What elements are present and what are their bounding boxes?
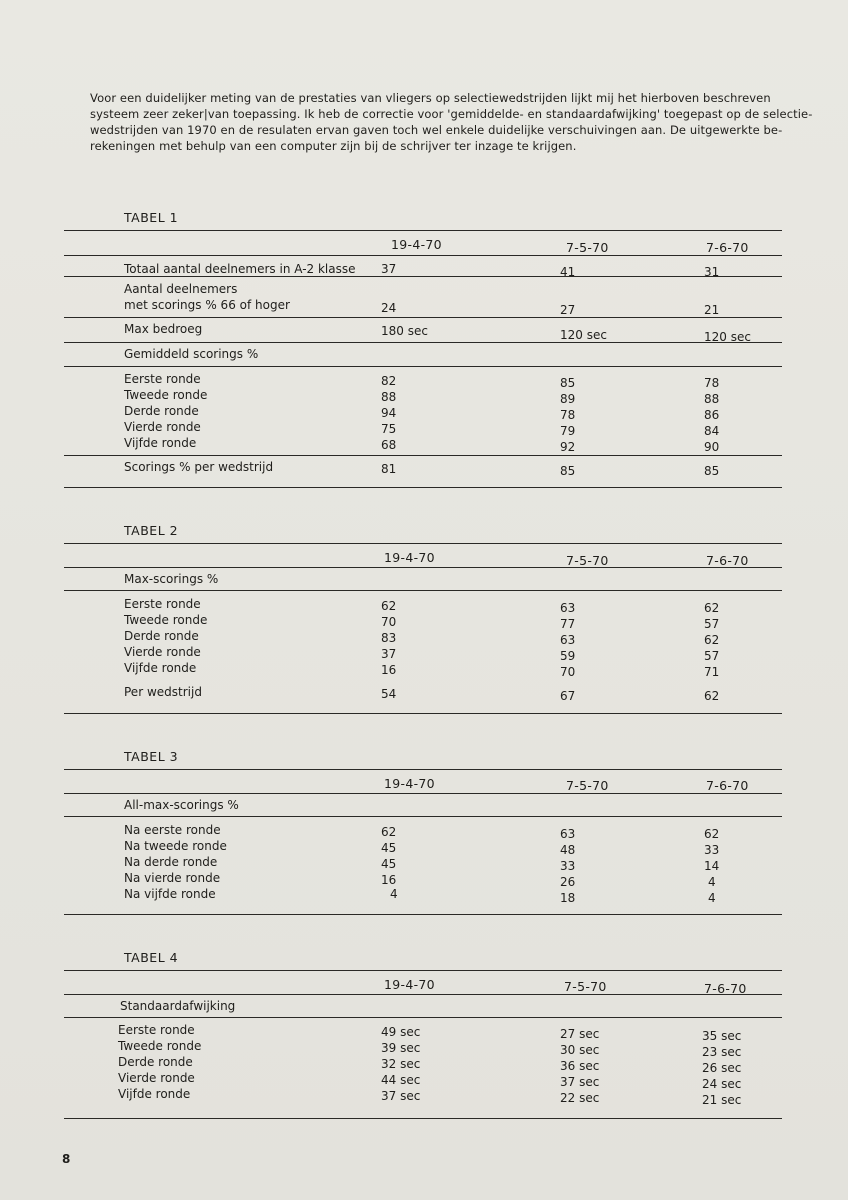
tabel1-rule	[64, 455, 782, 456]
tabel2-title: TABEL 2	[124, 523, 179, 538]
tabel3-cell: 45	[381, 841, 397, 855]
tabel3-cell: 4	[390, 887, 398, 901]
tabel4-cell: 37 sec	[560, 1075, 600, 1089]
tabel1-cell: 92	[560, 440, 576, 454]
tabel1-top-rule	[64, 230, 782, 231]
tabel3-cell: 16	[381, 873, 397, 887]
tabel2-row-label: Per wedstrijd	[124, 685, 202, 699]
tabel4-row-label: Tweede ronde	[118, 1039, 202, 1053]
tabel1-date-2: 7-5-70	[566, 240, 609, 255]
tabel4-row-label: Vierde ronde	[118, 1071, 195, 1085]
tabel3-cell: 18	[560, 891, 576, 905]
tabel1-row-label: Scorings % per wedstrijd	[124, 460, 274, 474]
tabel3-cell: 14	[704, 859, 720, 873]
tabel1-cell: 68	[381, 438, 397, 452]
tabel1-cell: 78	[704, 376, 720, 390]
tabel3-cell: 26	[560, 875, 576, 889]
tabel3-top-rule	[64, 769, 782, 770]
tabel1-row-label: Totaal aantal deelnemers in A-2 klasse	[124, 262, 356, 276]
tabel4-cell: 23 sec	[702, 1045, 742, 1059]
tabel2-cell: 57	[704, 649, 720, 663]
tabel1-title: TABEL 1	[124, 210, 179, 225]
tabel1-cell: 79	[560, 424, 576, 438]
tabel3-cell: 33	[704, 843, 720, 857]
tabel1-cell: 90	[704, 440, 720, 454]
tabel4-row-label: Eerste ronde	[118, 1023, 195, 1037]
tabel1-cell: 85	[560, 464, 576, 478]
tabel4-top-rule	[64, 970, 782, 971]
intro-paragraph	[90, 90, 813, 154]
tabel2-cell: 71	[704, 665, 720, 679]
tabel2-row-label: Eerste ronde	[124, 597, 201, 611]
tabel1-rule	[64, 342, 782, 343]
tabel4-cell: 39 sec	[381, 1041, 421, 1055]
tabel2-cell: 67	[560, 689, 576, 703]
intro-line: wedstrijden van 1970 en de resulaten ervan gaven toch wel enkele duidelijke verschuivingen aan. De uitgewerkte be-	[90, 123, 783, 137]
tabel1-cell: 120 sec	[704, 330, 751, 344]
tabel1-cell: 84	[704, 424, 720, 438]
tabel1-rule	[64, 276, 782, 277]
tabel2-cell: 83	[381, 631, 397, 645]
tabel1-row-label-line2: met scorings % 66 of hoger	[124, 298, 290, 312]
tabel1-cell: 31	[704, 265, 720, 279]
tabel2-cell: 16	[381, 663, 397, 677]
tabel1-cell: 94	[381, 406, 397, 420]
tabel3-cell: 62	[381, 825, 397, 839]
tabel4-cell: 26 sec	[702, 1061, 742, 1075]
tabel1-cell: 21	[704, 303, 720, 317]
tabel2-cell: 70	[381, 615, 397, 629]
tabel1-cell: 24	[381, 301, 397, 315]
tabel2-cell: 37	[381, 647, 397, 661]
tabel4-cell: 35 sec	[702, 1029, 742, 1043]
tabel2-row-label: Derde ronde	[124, 629, 199, 643]
tabel3-bottom-rule	[64, 914, 782, 915]
tabel1-date-1: 19-4-70	[391, 237, 442, 252]
tabel2-row-label: Tweede ronde	[124, 613, 208, 627]
tabel2-cell: 77	[560, 617, 576, 631]
tabel3-cell: 45	[381, 857, 397, 871]
tabel2-rule	[64, 567, 782, 568]
tabel1-cell: 75	[381, 422, 397, 436]
tabel4-cell: 37 sec	[381, 1089, 421, 1103]
tabel2-cell: 57	[704, 617, 720, 631]
tabel4-date-1: 19-4-70	[384, 977, 435, 992]
tabel2-date-1: 19-4-70	[384, 550, 435, 565]
tabel1-row-label: Aantal deelnemers	[124, 282, 238, 296]
tabel2-cell: 62	[704, 601, 720, 615]
tabel2-row-label: Vierde ronde	[124, 645, 201, 659]
tabel3-title: TABEL 3	[124, 749, 179, 764]
tabel2-section-label: Max-scorings %	[124, 572, 219, 586]
page-number: 8	[62, 1152, 71, 1166]
tabel1-cell: 78	[560, 408, 576, 422]
tabel1-cell: 85	[560, 376, 576, 390]
tabel2-cell: 59	[560, 649, 576, 663]
tabel4-row-label: Vijfde ronde	[118, 1087, 191, 1101]
tabel3-rule	[64, 793, 782, 794]
tabel4-date-2: 7-5-70	[564, 979, 607, 994]
tabel3-date-1: 19-4-70	[384, 776, 435, 791]
tabel2-date-3: 7-6-70	[706, 553, 749, 568]
tabel1-rule	[64, 366, 782, 367]
tabel1-cell: 89	[560, 392, 576, 406]
tabel2-cell: 63	[560, 633, 576, 647]
tabel4-row-label: Derde ronde	[118, 1055, 193, 1069]
tabel4-cell: 27 sec	[560, 1027, 600, 1041]
tabel2-row-label: Vijfde ronde	[124, 661, 197, 675]
tabel2-cell: 62	[704, 689, 720, 703]
tabel1-cell: 180 sec	[381, 324, 428, 338]
tabel2-top-rule	[64, 543, 782, 544]
tabel1-row-label: Vierde ronde	[124, 420, 201, 434]
intro-line: Voor een duidelijker meting van de prestaties van vliegers op selectiewedstrijden lijkt mij het hierboven beschreven	[90, 91, 771, 105]
tabel1-section-label: Gemiddeld scorings %	[124, 347, 259, 361]
tabel2-date-2: 7-5-70	[566, 553, 609, 568]
tabel3-cell: 4	[708, 891, 716, 905]
tabel2-rule	[64, 590, 782, 591]
tabel4-cell: 21 sec	[702, 1093, 742, 1107]
tabel1-cell: 85	[704, 464, 720, 478]
tabel1-cell: 86	[704, 408, 720, 422]
tabel4-cell: 32 sec	[381, 1057, 421, 1071]
tabel2-cell: 62	[704, 633, 720, 647]
tabel1-cell: 37	[381, 262, 397, 276]
tabel1-cell: 27	[560, 303, 576, 317]
intro-line: systeem zeer zeker|van toepassing. Ik heb de correctie voor 'gemiddelde- en standaardafwijking' toegepast op de selectie-	[90, 107, 813, 121]
tabel2-bottom-rule	[64, 713, 782, 714]
tabel1-row-label: Eerste ronde	[124, 372, 201, 386]
tabel3-cell: 63	[560, 827, 576, 841]
tabel1-cell: 82	[381, 374, 397, 388]
tabel1-rule	[64, 317, 782, 318]
tabel3-cell: 48	[560, 843, 576, 857]
tabel3-cell: 4	[708, 875, 716, 889]
tabel4-cell: 44 sec	[381, 1073, 421, 1087]
tabel3-row-label: Na tweede ronde	[124, 839, 227, 853]
tabel4-cell: 22 sec	[560, 1091, 600, 1105]
tabel3-rule	[64, 816, 782, 817]
tabel4-title: TABEL 4	[124, 950, 179, 965]
tabel4-cell: 30 sec	[560, 1043, 600, 1057]
tabel1-cell: 120 sec	[560, 328, 607, 342]
intro-line: rekeningen met behulp van een computer zijn bij de schrijver ter inzage te krijgen.	[90, 139, 577, 153]
tabel3-row-label: Na vierde ronde	[124, 871, 221, 885]
tabel3-row-label: Na derde ronde	[124, 855, 218, 869]
tabel1-row-label: Tweede ronde	[124, 388, 208, 402]
tabel4-rule	[64, 994, 782, 995]
tabel2-cell: 70	[560, 665, 576, 679]
tabel4-section-label: Standaardafwijking	[120, 999, 236, 1013]
tabel1-cell: 88	[704, 392, 720, 406]
tabel1-bottom-rule	[64, 487, 782, 488]
tabel3-cell: 33	[560, 859, 576, 873]
tabel4-date-3: 7-6-70	[704, 981, 747, 996]
tabel4-cell: 49 sec	[381, 1025, 421, 1039]
tabel3-cell: 62	[704, 827, 720, 841]
tabel2-cell: 62	[381, 599, 397, 613]
tabel1-row-label: Max bedroeg	[124, 322, 203, 336]
tabel1-row-label: Vijfde ronde	[124, 436, 197, 450]
tabel1-date-3: 7-6-70	[706, 240, 749, 255]
tabel3-date-3: 7-6-70	[706, 778, 749, 793]
tabel1-cell: 88	[381, 390, 397, 404]
tabel2-cell: 63	[560, 601, 576, 615]
tabel2-cell: 54	[381, 687, 397, 701]
tabel1-rule	[64, 255, 782, 256]
tabel4-cell: 36 sec	[560, 1059, 600, 1073]
tabel1-cell: 41	[560, 265, 576, 279]
tabel4-rule	[64, 1017, 782, 1018]
tabel3-section-label: All-max-scorings %	[124, 798, 239, 812]
tabel4-bottom-rule	[64, 1118, 782, 1119]
tabel3-row-label: Na vijfde ronde	[124, 887, 216, 901]
tabel1-cell: 81	[381, 462, 397, 476]
tabel4-cell: 24 sec	[702, 1077, 742, 1091]
tabel3-date-2: 7-5-70	[566, 778, 609, 793]
tabel1-row-label: Derde ronde	[124, 404, 199, 418]
tabel3-row-label: Na eerste ronde	[124, 823, 221, 837]
